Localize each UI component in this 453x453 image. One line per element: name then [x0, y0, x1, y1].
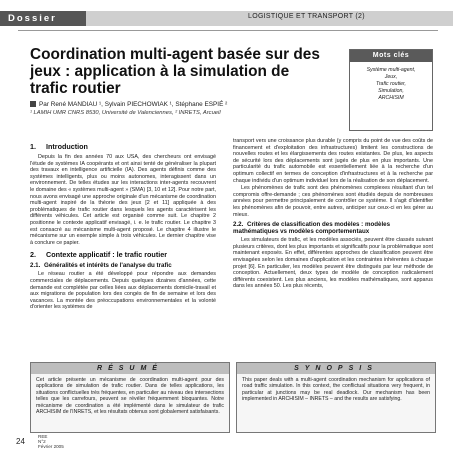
running-title: LOGISTIQUE ET TRANSPORT (2)	[248, 13, 365, 20]
subsection-2-2-heading	[233, 221, 433, 235]
square-bullet-icon	[30, 101, 36, 107]
keywords-heading: Mots clés	[350, 50, 432, 62]
section-title: Contexte applicatif : le trafic routier	[46, 250, 168, 260]
subsection-2-1-heading	[30, 262, 216, 269]
affiliation: ¹ LAMIH UMR CNRS 8530, Université de Valenciennes, ² INRETS, Arcueil	[30, 110, 221, 116]
paragraph: Le réseau routier a été développé pour répondre aux demandes commerciales de déplacements. Depuis quelques dizaines d'années, cette demande est complétée par celles liées aux déplacements domicile-travail et aux migrations de population lors des congés de fin de semaine et lors des vacances. La montée des préoccupations environnementales et la volonté d'orienter les systèmes de	[30, 271, 216, 311]
synopsis-heading: SYNOPSIS	[237, 363, 435, 374]
section-1-heading	[30, 142, 216, 151]
header-rule	[18, 30, 438, 31]
issue-number: N°2	[38, 439, 46, 445]
section-title: Introduction	[46, 142, 88, 151]
abstract-french-box	[30, 362, 230, 433]
section-number: 2.	[30, 250, 36, 260]
synopsis-text: This paper deals with a multi-agent coordination mechanism for applications of road traffic simulation. In this context, the conflictual situations very frequent, in particular at junctions may be real deadlock. Our mechanism has been implemented in ARCHISIM – INRETS – and the results are satisfying.	[242, 377, 430, 403]
abstract-english-box	[236, 362, 436, 433]
keywords-list	[350, 62, 432, 102]
subsection-number: 2.1.	[30, 262, 41, 270]
rubric-label: Dossier	[0, 11, 86, 26]
left-column	[30, 138, 216, 312]
paragraph: Les simulateurs de trafic, et les modèles associés, peuvent être classés suivant plusieurs critères, dont les plus importants et significatifs pour la problématique sont maintenant exposés. En effet, différentes approches de classification peuvent être envisagées selon les domaines d'application et les contraintes inhérentes à chaque projet [6]. En particulier, les modèles peuvent être distingués par leur méthode de conception. Actuellement, deux types de modèle de conception radicalement différents coexistent. Les plus anciens, les modèles mathématiques, sont apparus dans les années 50. Les plus récents,	[233, 237, 433, 290]
issue-date: Février 2005	[38, 444, 64, 450]
right-column	[233, 138, 433, 291]
authors-text: Par René MANDIAU ¹, Sylvain PIECHOWIAK ¹, Stéphane ESPIÉ ²	[39, 101, 228, 108]
section-2-heading	[30, 250, 216, 259]
paragraph: Les phénomènes de trafic sont des phénomènes complexes résultant d'un tel compromis offre-demande ; ces phénomènes sont étudiés depuis de nombreuses années pour permettre principalement de contrôler ce système. Il s'agit d'identifier les phénomènes afin de pouvoir, entre autres, anticiper sur ceux-ci en les gérer au mieux.	[233, 185, 433, 218]
issue-journal: REE	[38, 434, 48, 439]
keyword-item: Jeux,	[384, 74, 398, 80]
subsection-title: Généralités et intérêts de l'analyse du trafic	[44, 262, 172, 270]
issue-info	[38, 434, 64, 450]
keyword-item: ARCHISIM	[378, 95, 404, 101]
section-number: 1.	[30, 142, 36, 151]
subsection-title: Critères de classification des modèles : modèles mathématiques vs modèles comportementaux	[233, 221, 391, 236]
keyword-item: Trafic routier,	[376, 81, 406, 87]
abstract-heading: RÉSUMÉ	[31, 363, 229, 374]
abstract-text: Cet article présente un mécanisme de coordination multi-agent pour des applications de simulation de trafic routier. Dans de telles applications, les situations conflictuelles très fréquentes, en particulier au niveau des intersections telles que les carrefours, peuvent se révéler fréquemment bloquantes. Notre mécanisme de coordination a été implémenté dans le simulateur de trafic ARCHISIM de l'INRETS, et les résultats obtenus sont globalement satisfaisants.	[36, 377, 224, 416]
paragraph: Depuis la fin des années 70 aux USA, des chercheurs ont envisagé l'étude de systèmes IA coopérants et ont ainsi tenté de généraliser la plupart des travaux en intelligence artificielle (IA). Des agents définis comme des systèmes intelligents, plus ou moins autonomes, interagissent dans un environnement. De telles études sur les interactions inter-agents recouvrent le domaine des « systèmes multi-agent » (SMA) [3, 10 et 12]. Pour notre part, nous avons envisagé une approche originale d'un mécanisme de coordination multi-agent inspiré de la théorie des jeux [2 et 11] appliquée à des problématiques de trafic routier dans lesquels les agents caractérisent les différents véhicules. Cet article est organisé comme suit. Le chapitre 2 positionne le contexte applicatif envisagé, i. e. le trafic routier. Le chapitre 3 est consacré au mécanisme multi-agent proposé. Le chapitre 4 illustre le mécanisme sur un exemple simple à trois véhicules. Le dernier chapitre vise à conclure ce papier.	[30, 154, 216, 246]
paragraph: transport vers une croissance plus durable (y compris du point de vue des coûts de financement et d'exploitation des infrastructures) limitent les constructions de nouvelles routes et les élargissements des routes existantes. De plus, les aspects de sécurité lors des déplacements sont jugés de plus en plus importants. Une particularité du trafic automobile est essentiellement liée à la recherche d'un optimum collectif en termes de conception d'infrastructures et à la recherche par chaque individu d'un optimum individuel lors de la réalisation de son déplacement.	[233, 138, 433, 184]
keyword-item: Système multi-agent,	[366, 67, 416, 73]
page-number: 24	[16, 437, 25, 446]
article-title: Coordination multi-agent basée sur des jeux : application à la simulation de trafic routier	[30, 46, 320, 97]
keyword-item: Simulation,	[378, 88, 404, 94]
authors-line	[30, 101, 330, 108]
subsection-number: 2.2.	[233, 221, 244, 229]
keywords-box	[349, 49, 433, 131]
